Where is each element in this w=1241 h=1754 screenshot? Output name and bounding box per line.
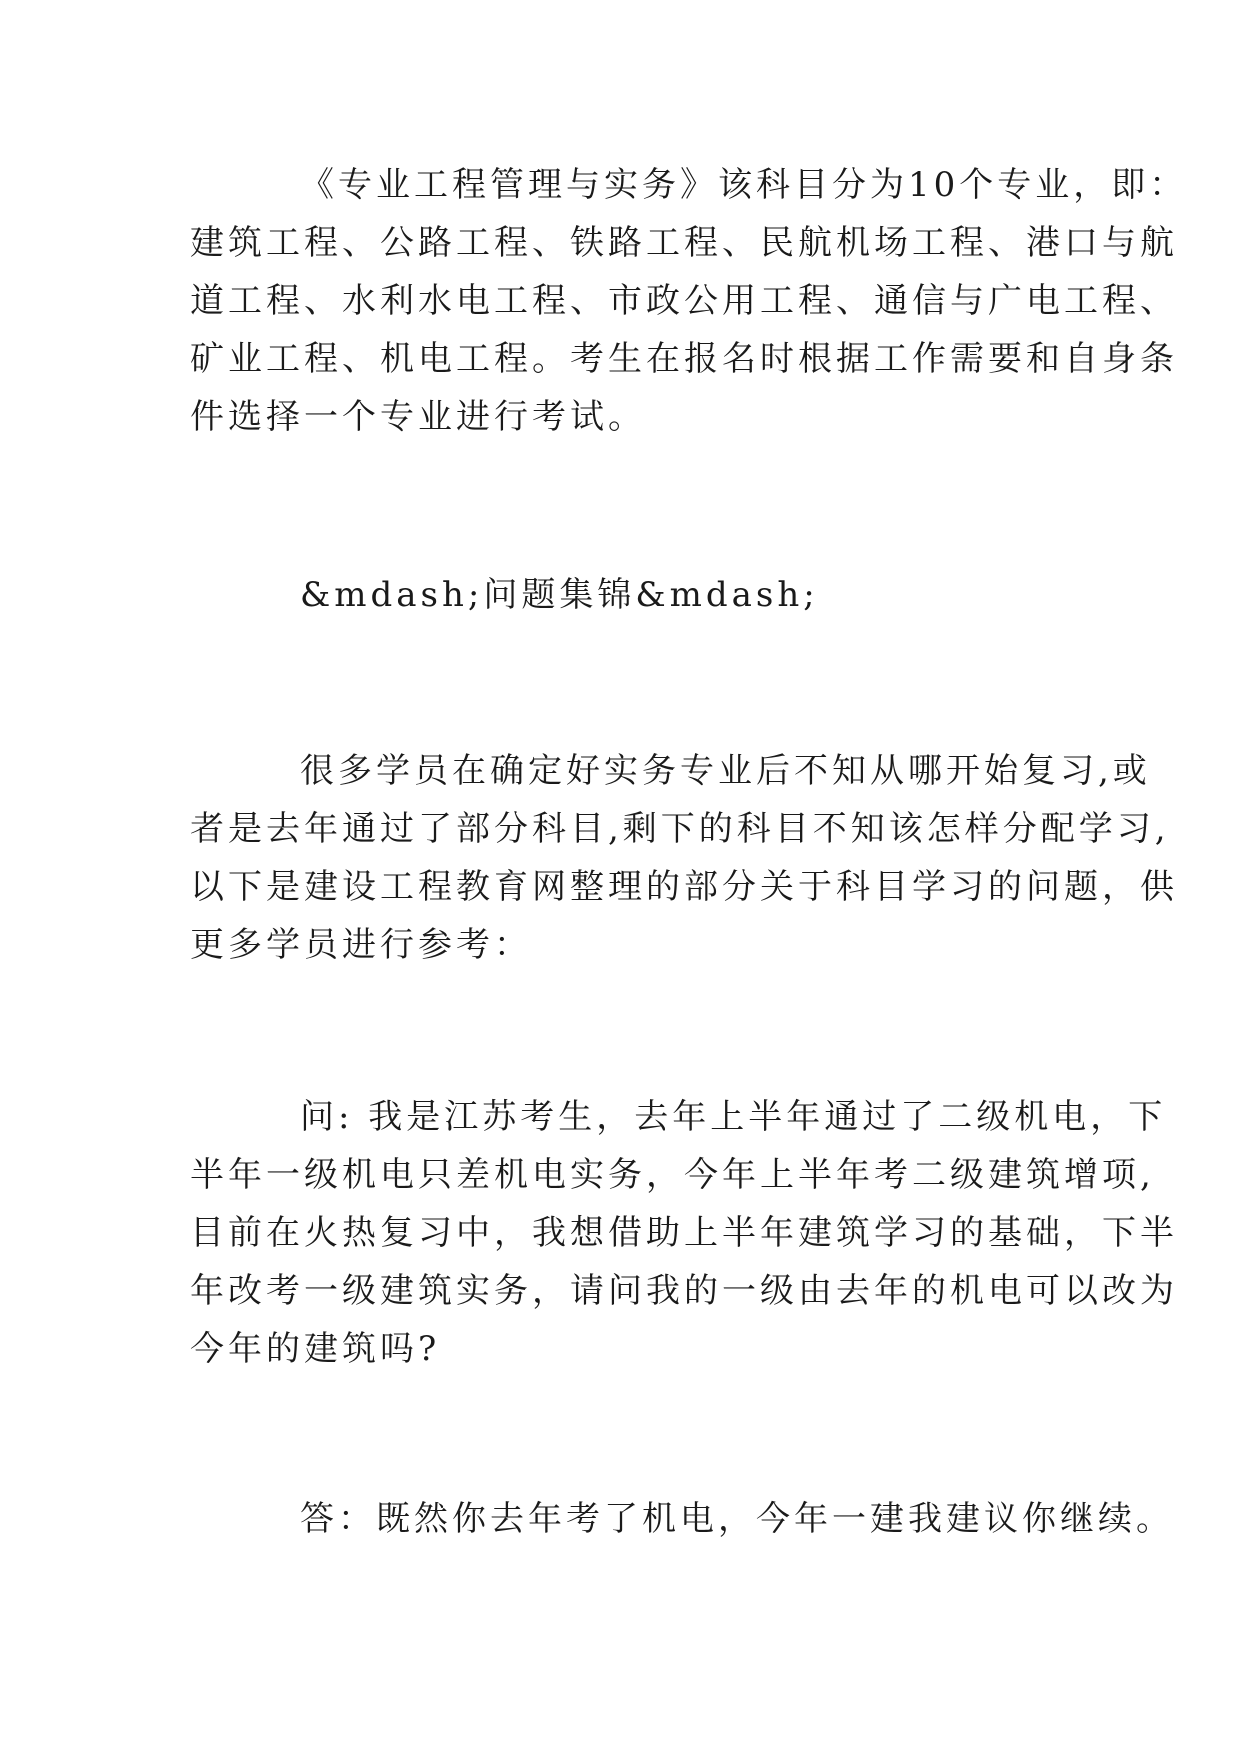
section-heading	[190, 566, 1070, 624]
paragraph-answer	[190, 1490, 1174, 1548]
text-line: 件选择一个专业进行考试。	[190, 397, 646, 437]
text-line: 目前在火热复习中，我想借助上半年建筑学习的基础，下半	[190, 1213, 1178, 1253]
text-line: 很多学员在确定好实务专业后不知从哪开始复习,或	[300, 751, 1151, 791]
text-line: 道工程、水利水电工程、市政公用工程、通信与广电工程、	[190, 281, 1178, 321]
text-line: 答：既然你去年考了机电，今年一建我建议你继续。	[300, 1499, 1174, 1539]
text-line: 更多学员进行参考：	[190, 925, 532, 965]
text-line: 问: 我是江苏考生，去年上半年通过了二级机电，下	[300, 1097, 1167, 1137]
heading-text: &mdash;问题集锦&mdash;	[300, 575, 819, 615]
text-line: 建筑工程、公路工程、铁路工程、民航机场工程、港口与航	[190, 223, 1178, 263]
text-line: 半年一级机电只差机电实务，今年上半年考二级建筑增项,	[190, 1155, 1155, 1195]
text-line: 矿业工程、机电工程。考生在报名时根据工作需要和自身条	[190, 339, 1178, 379]
paragraph-subjects	[190, 156, 1188, 446]
text-line: 年改考一级建筑实务，请问我的一级由去年的机电可以改为	[190, 1271, 1178, 1311]
paragraph-intro	[190, 742, 1178, 974]
text-line: 今年的建筑吗?	[190, 1329, 441, 1369]
text-line: 《专业工程管理与实务》该科目分为10个专业，即：	[300, 165, 1188, 205]
text-line: 以下是建设工程教育网整理的部分关于科目学习的问题，供	[190, 867, 1178, 907]
text-line: 者是去年通过了部分科目,剩下的科目不知该怎样分配学习,	[190, 809, 1170, 849]
paragraph-question	[190, 1088, 1178, 1378]
